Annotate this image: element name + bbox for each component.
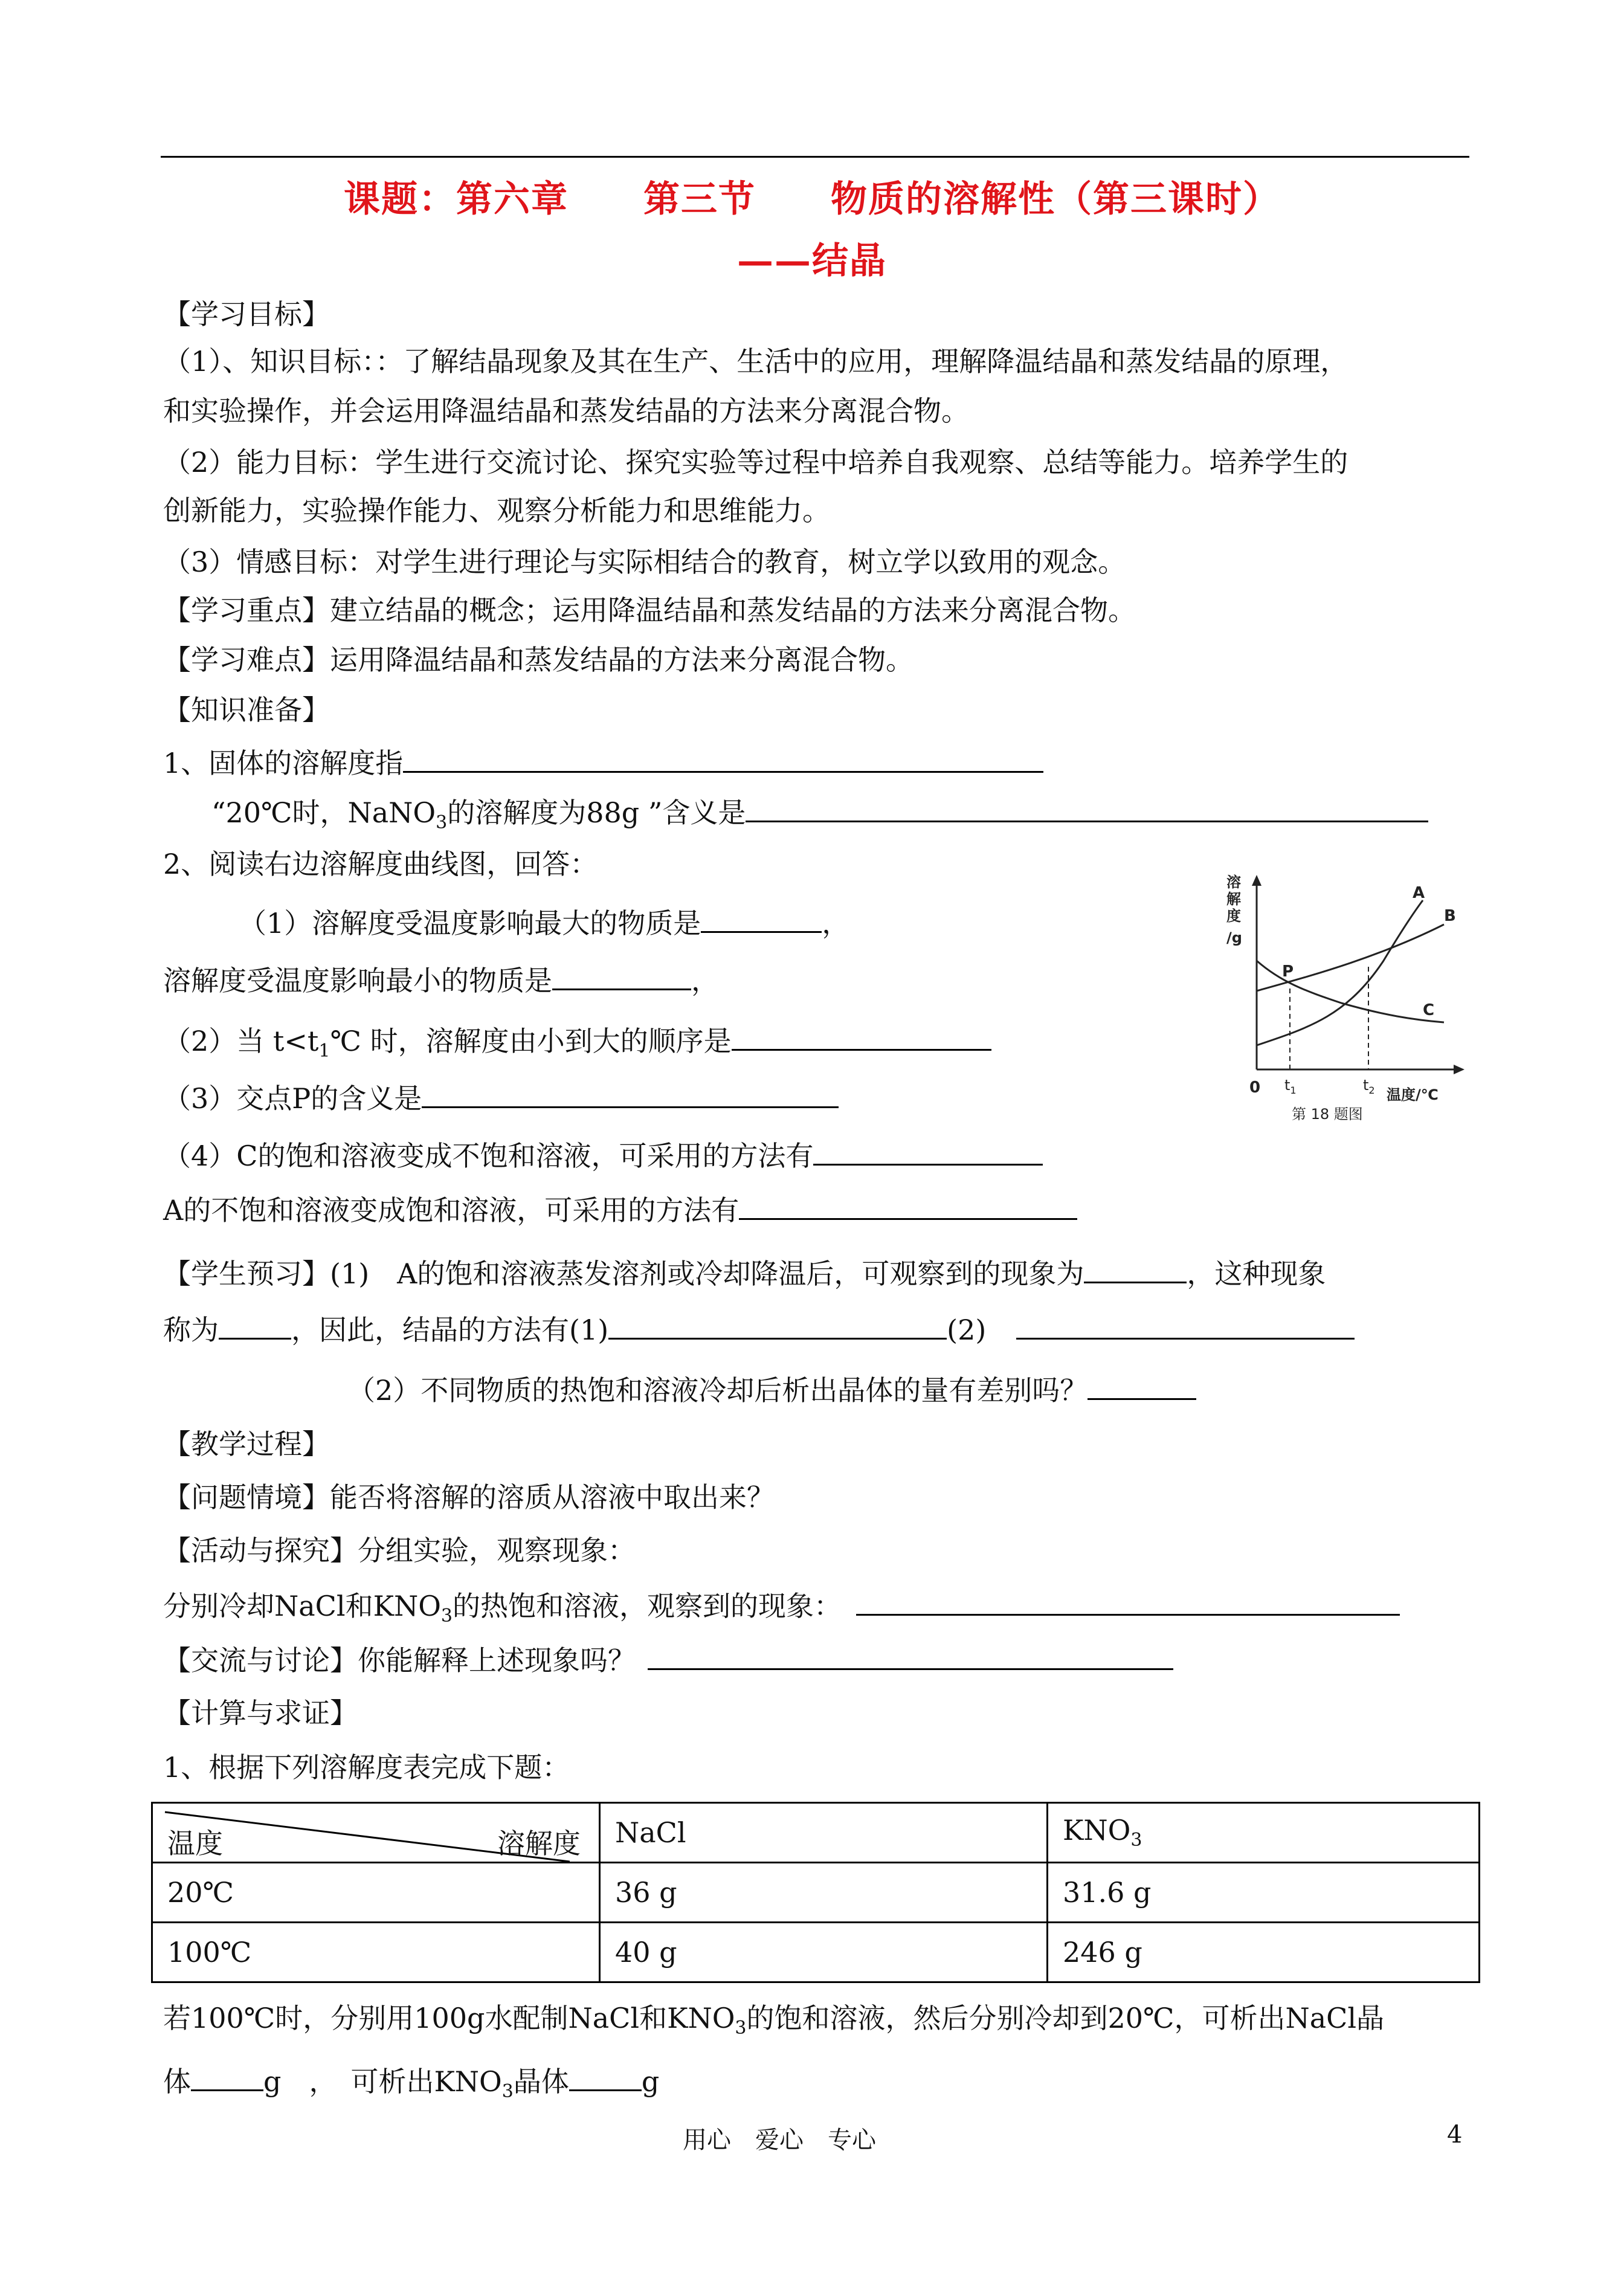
prep-q1b-subscript: 3 xyxy=(436,812,448,834)
discussion-text: 【交流与讨论】你能解释上述现象吗？ xyxy=(163,1644,636,1677)
figure-caption: 第 18 题图 xyxy=(1292,1106,1363,1123)
experiment-text-pre: 分别冷却NaCl和KNO xyxy=(163,1590,441,1622)
y-label-char-3: 度 xyxy=(1226,908,1241,924)
prep-q1-answer-blank[interactable] xyxy=(403,743,1043,773)
prep-q1b-text-pre: “20℃时，NaNO xyxy=(211,796,436,829)
prep-q2-3 xyxy=(163,1079,839,1117)
table-row xyxy=(152,1923,1480,1982)
preview-line3-text: （2）不同物质的热饱和溶液冷却后析出晶体的量有差别吗？ xyxy=(347,1374,1088,1407)
prep-q2-1b xyxy=(163,961,719,999)
page-title: 课题：第六章 第三节 物质的溶解性（第三课时） xyxy=(344,178,1280,221)
prep-q2-1b-blank[interactable] xyxy=(552,961,691,990)
experiment-text-post: 的热饱和溶液，观察到的现象： xyxy=(453,1590,842,1622)
preview-line2-text-b: ，因此，结晶的方法有(1) xyxy=(291,1314,609,1346)
preview-line2-text-a: 称为 xyxy=(163,1314,219,1346)
final-line1-pre: 若100℃时，分别用100g水配制NaCl和KNO xyxy=(163,2002,735,2034)
prep-q2-1a xyxy=(239,903,849,941)
ability-objective-line2: 创新能力，实验操作能力、观察分析能力和思维能力。 xyxy=(163,494,830,527)
x-axis-label: 温度/℃ xyxy=(1387,1086,1439,1103)
prep-q2-4a xyxy=(163,1136,1043,1174)
row-kno3-value: 31.6 g xyxy=(1048,1863,1480,1923)
preview-difference-blank[interactable] xyxy=(1088,1370,1196,1400)
ability-objective-line1: （2）能力目标：学生进行交流讨论、探究实验等过程中培养自我观察、总结等能力。培养学生的 xyxy=(163,446,1348,479)
curve-label-c: C xyxy=(1423,1001,1435,1019)
prep-q2-1b-text: 溶解度受温度影响最小的物质是 xyxy=(163,964,552,997)
final-line2-c: 晶体 xyxy=(513,2065,569,2098)
preview-line3 xyxy=(347,1370,1196,1408)
calc-question: 1、根据下列溶解度表完成下题： xyxy=(163,1751,570,1784)
kno3-mass-blank[interactable] xyxy=(569,2062,642,2091)
t1-label: $t_1$ xyxy=(1284,1077,1297,1096)
discussion-line xyxy=(163,1640,1173,1679)
final-question-line1 xyxy=(163,2000,1384,2046)
experiment-line xyxy=(163,1586,1400,1634)
prep-heading: 【知识准备】 xyxy=(163,694,330,726)
prep-q2-1a-text: （1）溶解度受温度影响最大的物质是 xyxy=(239,907,701,940)
y-axis-arrow xyxy=(1252,875,1262,886)
prep-q2-3-text: （3）交点P的含义是 xyxy=(163,1082,422,1115)
final-question-line2 xyxy=(163,2062,659,2110)
prep-q2-3-blank[interactable] xyxy=(422,1079,839,1108)
prep-q1b-text-post: 的溶解度为88g ”含义是 xyxy=(447,796,746,829)
knowledge-objective-line2: 和实验操作，并会运用降温结晶和蒸发结晶的方法来分离混合物。 xyxy=(163,395,969,427)
t2-label: $t_2$ xyxy=(1363,1077,1375,1096)
final-line2-subscript: 3 xyxy=(501,2081,514,2103)
col-header-nacl: NaCl xyxy=(600,1803,1048,1863)
nacl-mass-blank[interactable] xyxy=(191,2062,263,2091)
prep-q2-1a-blank[interactable] xyxy=(701,903,822,933)
prep-q2-1a-end: ， xyxy=(822,907,850,940)
prep-q2-2 xyxy=(163,1021,991,1069)
prep-q2-4a-blank[interactable] xyxy=(813,1136,1043,1166)
page-subtitle: ——结晶 xyxy=(737,240,887,282)
final-line2-d: g xyxy=(641,2065,660,2098)
table-row xyxy=(152,1863,1480,1923)
corner-solubility-label: 溶解度 xyxy=(497,1827,581,1860)
row-temp: 100℃ xyxy=(152,1923,600,1982)
preview-phenomenon-blank[interactable] xyxy=(1084,1254,1187,1283)
solubility-table xyxy=(151,1802,1480,1983)
emotion-objective: （3）情感目标：对学生进行理论与实际相结合的教育，树立学以致用的观念。 xyxy=(163,546,1126,578)
row-kno3-value: 246 g xyxy=(1048,1923,1480,1982)
row-nacl-value: 36 g xyxy=(600,1863,1048,1923)
row-nacl-value: 40 g xyxy=(600,1923,1048,1982)
prep-q2-4b-blank[interactable] xyxy=(739,1190,1077,1220)
final-line1-subscript: 3 xyxy=(735,2017,747,2039)
prep-q2: 2、阅读右边溶解度曲线图，回答： xyxy=(163,848,598,880)
row-temp: 20℃ xyxy=(152,1863,600,1923)
final-line2-b: g ， 可析出KNO xyxy=(263,2065,502,2098)
y-label-char-2: 解 xyxy=(1226,891,1241,908)
prep-q2-2-subscript: 1 xyxy=(318,1040,330,1062)
prep-q1-text: 1、固体的溶解度指 xyxy=(163,747,404,779)
prep-q2-2-text-post: ℃ 时，溶解度由小到大的顺序是 xyxy=(330,1025,732,1057)
table-corner-cell xyxy=(152,1803,600,1863)
preview-line1-end: ，这种现象 xyxy=(1187,1257,1326,1290)
col-header-kno3: $KNO_3$ xyxy=(1048,1803,1480,1863)
difficult-points: 【学习难点】运用降温结晶和蒸发结晶的方法来分离混合物。 xyxy=(163,643,914,676)
prep-q2-2-text-pre: （2）当 t<t xyxy=(163,1025,319,1057)
final-line1-post: 的饱和溶液，然后分别冷却到20℃，可析出NaCl晶 xyxy=(746,2002,1385,2034)
activity-explore: 【活动与探究】分组实验，观察现象： xyxy=(163,1534,636,1567)
preview-line2 xyxy=(163,1310,1355,1348)
corner-temp-label: 温度 xyxy=(167,1827,223,1860)
page-number: 4 xyxy=(1447,2121,1463,2149)
y-label-char-4: /g xyxy=(1226,929,1242,946)
preview-name-blank[interactable] xyxy=(219,1310,291,1340)
problem-situation: 【问题情境】能否将溶解的溶质从溶液中取出来？ xyxy=(163,1481,775,1514)
experiment-subscript: 3 xyxy=(440,1605,453,1627)
experiment-observation-blank[interactable] xyxy=(856,1586,1400,1616)
process-heading: 【教学过程】 xyxy=(163,1428,330,1460)
prep-q2-4b-text: A的不饱和溶液变成饱和溶液，可采用的方法有 xyxy=(163,1194,740,1227)
curve-label-b: B xyxy=(1444,907,1456,925)
preview-method2-blank[interactable] xyxy=(1016,1310,1355,1340)
discussion-blank[interactable] xyxy=(648,1640,1173,1670)
y-label-char-1: 溶 xyxy=(1226,874,1241,891)
prep-q1b xyxy=(211,793,1428,841)
prep-q1b-answer-blank[interactable] xyxy=(746,793,1428,822)
solubility-curve-figure xyxy=(1202,870,1480,1124)
curve-label-a: A xyxy=(1413,884,1425,902)
preview-line1 xyxy=(163,1254,1326,1292)
x-axis-arrow xyxy=(1454,1065,1464,1074)
prep-q2-1b-end: ， xyxy=(691,964,719,997)
prep-q2-2-blank[interactable] xyxy=(732,1021,991,1051)
prep-q2-4b xyxy=(163,1190,1077,1228)
calc-heading: 【计算与求证】 xyxy=(163,1697,358,1729)
prep-q1 xyxy=(163,743,1043,781)
preview-method1-blank[interactable] xyxy=(608,1310,947,1340)
key-points: 【学习重点】建立结晶的概念；运用降温结晶和蒸发结晶的方法来分离混合物。 xyxy=(163,594,1136,627)
preview-line1-text: 【学生预习】(1) A的饱和溶液蒸发溶剂或冷却降温后，可观察到的现象为 xyxy=(163,1257,1084,1290)
preview-line2-text-c: (2) xyxy=(947,1314,987,1346)
header-rule xyxy=(161,156,1469,158)
knowledge-objective-line1: （1）、知识目标：：了解结晶现象及其在生产、生活中的应用，理解降温结晶和蒸发结晶的原理， xyxy=(163,345,1348,378)
origin-label: 0 xyxy=(1249,1079,1261,1097)
footer-motto: 用心 爱心 专心 xyxy=(683,2126,876,2154)
final-line2-a: 体 xyxy=(163,2065,191,2098)
point-label-p: P xyxy=(1282,963,1294,981)
objectives-heading: 【学习目标】 xyxy=(163,298,330,331)
prep-q2-4a-text: （4）C的饱和溶液变成不饱和溶液，可采用的方法有 xyxy=(163,1140,814,1172)
table-header-row xyxy=(152,1803,1480,1863)
